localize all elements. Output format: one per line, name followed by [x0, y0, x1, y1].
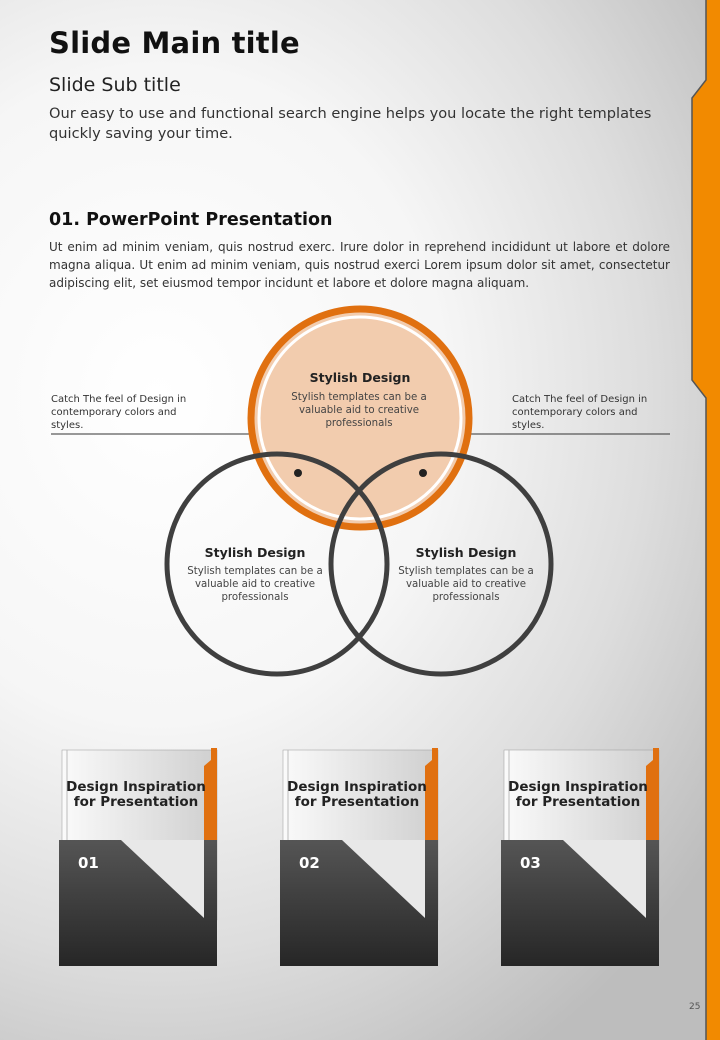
- card-title: Design Inspiration for Presentation: [66, 779, 206, 810]
- top-circle-text: Stylish templates can be a valuable aid to creative professionals: [291, 392, 427, 429]
- card-title: Design Inspiration for Presentation: [287, 779, 427, 810]
- slide-sub-title: Slide Sub title: [49, 74, 181, 96]
- left-circle-text: Stylish templates can be a valuable aid to creative professionals: [187, 566, 323, 603]
- venn-diagram: [0, 300, 720, 700]
- callout-dot-left: [294, 469, 302, 477]
- callout-dot-right: [419, 469, 427, 477]
- card-02: [280, 748, 440, 968]
- card-03: [501, 748, 661, 968]
- page-number: 25: [689, 1002, 701, 1012]
- callout-right: Catch The feel of Design in contemporary colors and styles.: [512, 394, 648, 431]
- card-01: [59, 748, 219, 968]
- slide-main-title: Slide Main title: [49, 26, 300, 60]
- intro-text: Our easy to use and functional search engine helps you locate the right templates quickly saving your time.: [49, 105, 652, 142]
- top-circle-title: Stylish Design: [309, 370, 411, 385]
- callout-left: Catch The feel of Design in contemporary colors and styles.: [51, 394, 187, 431]
- left-circle-title: Stylish Design: [204, 545, 306, 560]
- section-heading: 01. PowerPoint Presentation: [49, 210, 333, 230]
- card-number: 02: [299, 854, 320, 872]
- card-title: Design Inspiration for Presentation: [508, 779, 648, 810]
- card-number: 01: [78, 854, 99, 872]
- card-number: 03: [520, 854, 541, 872]
- section-body: Ut enim ad minim veniam, quis nostrud exerc. Irure dolor in reprehend incididunt ut labore et dolore magna aliqua. Ut enim ad minim veniam, quis nostrud exerci Lorem ipsum dolor sit amet, consectetur adipiscing elit, set eiusmod tempor incidunt et labore et dolore magna aliquam.: [49, 240, 670, 290]
- right-circle-text: Stylish templates can be a valuable aid to creative professionals: [398, 566, 534, 603]
- right-circle-title: Stylish Design: [415, 545, 517, 560]
